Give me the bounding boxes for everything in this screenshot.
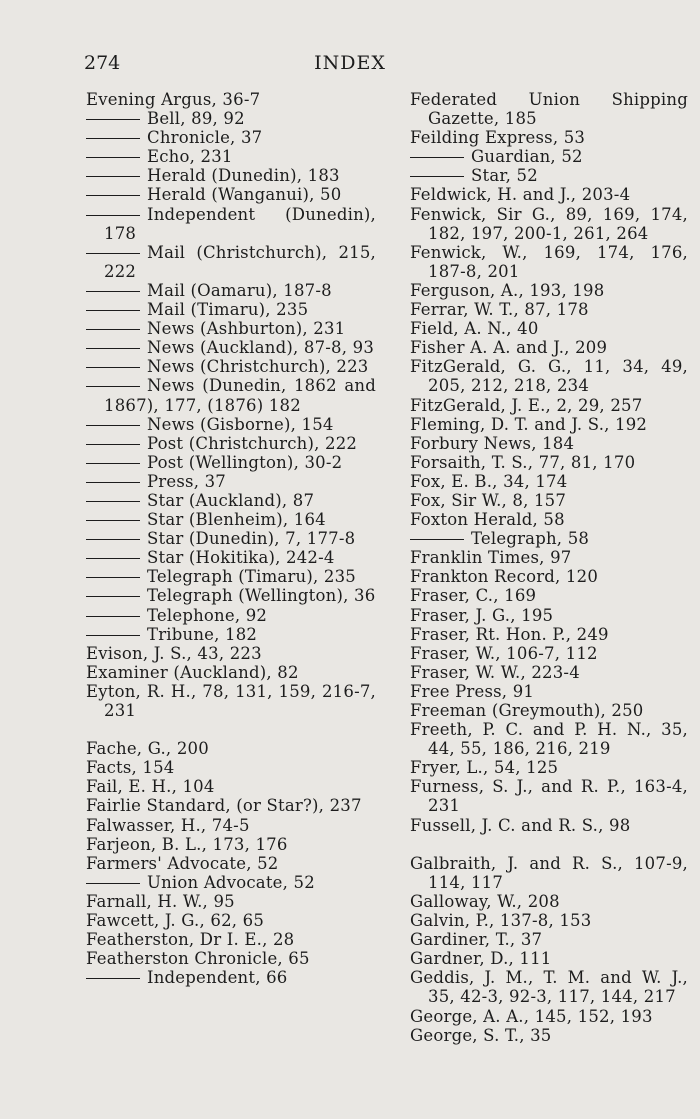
- index-subentry: [86, 625, 376, 644]
- index-entry: [410, 510, 688, 529]
- index-entry: [410, 90, 688, 128]
- ditto-dash: [86, 425, 140, 426]
- index-entry: [410, 453, 688, 472]
- entry-text: Herald (Wanganui), 50: [147, 185, 342, 205]
- entry-text: Galvin, P., 137-8, 153: [410, 911, 592, 931]
- entry-text: FitzGerald, G. G., 11, 34, 49, 205, 212, 218, 234: [410, 357, 688, 396]
- entry-text: Tribune, 182: [147, 624, 258, 644]
- index-subentry: [410, 147, 688, 166]
- entry-text: Geddis, J. M., T. M. and W. J., 35, 42-3, 92-3, 117, 144, 217: [410, 968, 688, 1007]
- entry-text: Furness, S. J., and R. P., 163-4, 231: [410, 777, 688, 816]
- entry-text: Fraser, Rt. Hon. P., 249: [410, 624, 609, 644]
- entry-text: Fenwick, Sir G., 89, 169, 174, 182, 197, 200-1, 261, 264: [410, 204, 688, 243]
- entry-text: Fraser, J. G., 195: [410, 605, 554, 625]
- ditto-dash: [86, 329, 140, 330]
- ditto-dash: [410, 176, 464, 177]
- index-entry: [410, 243, 688, 281]
- entry-text: Federated Union Shipping Gazette, 185: [410, 90, 688, 129]
- index-entry: [410, 606, 688, 625]
- entry-text: Independent (Dunedin), 178: [104, 204, 376, 243]
- entry-text: Guardian, 52: [471, 147, 583, 167]
- entry-text: Bell, 89, 92: [147, 109, 245, 129]
- entry-text: Fawcett, J. G., 62, 65: [86, 911, 265, 931]
- entry-text: Ferrar, W. T., 87, 178: [410, 300, 589, 320]
- index-subentry: [410, 529, 688, 548]
- ditto-dash: [86, 119, 140, 120]
- entry-text: Telephone, 92: [147, 605, 268, 625]
- entry-text: Star, 52: [471, 166, 538, 186]
- entry-text: Union Advocate, 52: [147, 872, 315, 892]
- ditto-dash: [86, 157, 140, 158]
- ditto-dash: [86, 482, 140, 483]
- entry-text: Fache, G., 200: [86, 739, 209, 759]
- index-entry: [86, 758, 376, 777]
- index-subentry: [86, 415, 376, 434]
- index-entry: [86, 816, 376, 835]
- entry-text: Post (Wellington), 30-2: [147, 452, 343, 472]
- section-gap: [86, 720, 376, 739]
- entry-text: Eyton, R. H., 78, 131, 159, 216-7, 231: [86, 681, 376, 720]
- entry-text: Post (Christchurch), 222: [147, 433, 358, 453]
- entry-text: News (Ashburton), 231: [147, 319, 346, 339]
- entry-text: Star (Blenheim), 164: [147, 510, 326, 530]
- index-entry: [410, 816, 688, 835]
- ditto-dash: [86, 539, 140, 540]
- index-entry: [410, 434, 688, 453]
- index-subentry: [86, 586, 376, 605]
- index-subentry: [86, 548, 376, 567]
- ditto-dash: [86, 978, 140, 979]
- index-subentry: [86, 606, 376, 625]
- index-subentry: [86, 434, 376, 453]
- ditto-dash: [410, 539, 464, 540]
- index-entry: [410, 777, 688, 815]
- entry-text: Fairlie Standard, (or Star?), 237: [86, 796, 362, 816]
- index-entry: [86, 682, 376, 720]
- ditto-dash: [86, 635, 140, 636]
- index-entry: [86, 777, 376, 796]
- index-entry: [410, 491, 688, 510]
- index-entry: [86, 911, 376, 930]
- entry-text: Mail (Christchurch), 215, 222: [104, 242, 376, 281]
- page-title: INDEX: [314, 52, 386, 74]
- entry-text: Fraser, W., 106-7, 112: [410, 643, 598, 663]
- page-number: 274: [84, 52, 121, 74]
- entry-text: Farnall, H. W., 95: [86, 891, 235, 911]
- index-entry: [410, 701, 688, 720]
- index-entry: [410, 968, 688, 1006]
- entry-text: News (Christchurch), 223: [147, 357, 369, 377]
- ditto-dash: [86, 444, 140, 445]
- ditto-dash: [86, 558, 140, 559]
- entry-text: Featherston, Dr I. E., 28: [86, 930, 295, 950]
- index-subentry: [86, 166, 376, 185]
- index-entry: [86, 644, 376, 663]
- entry-text: Feilding Express, 53: [410, 128, 586, 148]
- entry-text: Fussell, J. C. and R. S., 98: [410, 815, 631, 835]
- entry-text: News (Gisborne), 154: [147, 414, 334, 434]
- entry-text: Falwasser, H., 74-5: [86, 815, 250, 835]
- index-subentry: [86, 472, 376, 491]
- index-entry: [410, 185, 688, 204]
- entry-text: Fraser, W. W., 223-4: [410, 662, 580, 682]
- entry-text: Fryer, L., 54, 125: [410, 758, 559, 778]
- entry-text: Independent, 66: [147, 968, 288, 988]
- ditto-dash: [86, 386, 140, 387]
- index-entry: [410, 663, 688, 682]
- ditto-dash: [86, 215, 140, 216]
- entry-text: George, A. A., 145, 152, 193: [410, 1006, 653, 1026]
- entry-text: Star (Auckland), 87: [147, 490, 315, 510]
- index-entry: [410, 338, 688, 357]
- left-column: [86, 90, 376, 987]
- entry-text: Freeman (Greymouth), 250: [410, 701, 644, 720]
- index-subentry: [86, 873, 376, 892]
- index-subentry: [410, 166, 688, 185]
- entry-text: Telegraph, 58: [471, 529, 590, 549]
- index-subentry: [86, 185, 376, 204]
- index-entry: [86, 90, 376, 109]
- index-entry: [410, 319, 688, 338]
- index-entry: [410, 949, 688, 968]
- ditto-dash: [86, 501, 140, 502]
- entry-text: Galbraith, J. and R. S., 107-9, 114, 117: [410, 853, 688, 892]
- index-entry: [410, 205, 688, 243]
- entry-text: Press, 37: [147, 471, 226, 491]
- entry-text: Evening Argus, 36-7: [86, 90, 261, 109]
- index-subentry: [86, 128, 376, 147]
- ditto-dash: [86, 176, 140, 177]
- index-entry: [86, 892, 376, 911]
- entry-text: Feldwick, H. and J., 203-4: [410, 185, 631, 205]
- index-entry: [86, 739, 376, 758]
- entry-text: Fisher A. A. and J., 209: [410, 338, 608, 358]
- index-subentry: [86, 338, 376, 357]
- entry-text: Mail (Timaru), 235: [147, 300, 309, 320]
- index-subentry: [86, 510, 376, 529]
- index-entry: [410, 396, 688, 415]
- ditto-dash: [86, 577, 140, 578]
- index-subentry: [86, 109, 376, 128]
- entry-text: Examiner (Auckland), 82: [86, 662, 299, 682]
- index-entry: [410, 1026, 688, 1045]
- index-subentry: [86, 567, 376, 586]
- page-header: [0, 52, 700, 76]
- index-entry: [410, 281, 688, 300]
- entry-text: Frankton Record, 120: [410, 567, 599, 587]
- index-subentry: [86, 357, 376, 376]
- entry-text: Field, A. N., 40: [410, 319, 539, 339]
- index-entry: [410, 415, 688, 434]
- index-subentry: [86, 453, 376, 472]
- index-entry: [410, 758, 688, 777]
- entry-text: Farmers' Advocate, 52: [86, 853, 279, 873]
- index-entry: [410, 644, 688, 663]
- ditto-dash: [86, 138, 140, 139]
- index-entry: [410, 586, 688, 605]
- ditto-dash: [86, 253, 140, 254]
- entry-text: Fraser, C., 169: [410, 586, 537, 606]
- ditto-dash: [86, 883, 140, 884]
- entry-text: Star (Hokitika), 242-4: [147, 548, 335, 568]
- entry-text: Featherston Chronicle, 65: [86, 949, 310, 969]
- entry-text: Fox, Sir W., 8, 157: [410, 490, 567, 510]
- entry-text: Free Press, 91: [410, 681, 535, 701]
- index-entry: [410, 892, 688, 911]
- index-entry: [410, 1007, 688, 1026]
- index-subentry: [86, 491, 376, 510]
- index-subentry: [86, 376, 376, 414]
- ditto-dash: [86, 310, 140, 311]
- ditto-dash: [86, 367, 140, 368]
- index-subentry: [86, 205, 376, 243]
- index-entry: [410, 567, 688, 586]
- entry-text: George, S. T., 35: [410, 1025, 552, 1045]
- index-entry: [410, 357, 688, 395]
- index-entry: [86, 796, 376, 815]
- entry-text: Gardiner, T., 37: [410, 930, 543, 950]
- entry-text: Forsaith, T. S., 77, 81, 170: [410, 452, 636, 472]
- section-gap: [410, 835, 688, 854]
- entry-text: Herald (Dunedin), 183: [147, 166, 340, 186]
- ditto-dash: [86, 616, 140, 617]
- entry-text: Facts, 154: [86, 758, 175, 778]
- ditto-dash: [410, 157, 464, 158]
- index-entry: [86, 835, 376, 854]
- index-entry: [410, 930, 688, 949]
- ditto-dash: [86, 596, 140, 597]
- index-subentry: [86, 281, 376, 300]
- index-entry: [410, 625, 688, 644]
- index-entry: [410, 300, 688, 319]
- entry-text: Gardner, D., 111: [410, 949, 552, 969]
- entry-text: FitzGerald, J. E., 2, 29, 257: [410, 395, 643, 415]
- entry-text: Fox, E. B., 34, 174: [410, 471, 568, 491]
- index-entry: [410, 682, 688, 701]
- index-entry: [410, 911, 688, 930]
- entry-text: News (Auckland), 87-8, 93: [147, 338, 375, 358]
- index-entry: [410, 472, 688, 491]
- entry-text: Forbury News, 184: [410, 433, 575, 453]
- entry-text: Telegraph (Wellington), 36: [147, 586, 376, 606]
- entry-text: Farjeon, B. L., 173, 176: [86, 834, 288, 854]
- ditto-dash: [86, 463, 140, 464]
- entry-text: Evison, J. S., 43, 223: [86, 643, 262, 663]
- entry-text: Foxton Herald, 58: [410, 510, 565, 530]
- entry-text: News (Dunedin, 1862 and 1867), 177, (1876) 182: [104, 376, 376, 415]
- index-entry: [86, 663, 376, 682]
- index-subentry: [86, 319, 376, 338]
- entry-text: Franklin Times, 97: [410, 548, 572, 568]
- index-subentry: [86, 147, 376, 166]
- index-subentry: [86, 529, 376, 548]
- index-entry: [410, 720, 688, 758]
- index-entry: [86, 854, 376, 873]
- index-entry: [410, 128, 688, 147]
- entry-text: Mail (Oamaru), 187-8: [147, 280, 332, 300]
- right-column: [410, 90, 688, 1045]
- index-subentry: [86, 243, 376, 281]
- index-entry: [86, 949, 376, 968]
- index-subentry: [86, 300, 376, 319]
- entry-text: Telegraph (Timaru), 235: [147, 567, 356, 587]
- ditto-dash: [86, 291, 140, 292]
- ditto-dash: [86, 520, 140, 521]
- entry-text: Freeth, P. C. and P. H. N., 35, 44, 55, 186, 216, 219: [410, 720, 688, 759]
- index-entry: [410, 548, 688, 567]
- entry-text: Star (Dunedin), 7, 177-8: [147, 529, 356, 549]
- index-subentry: [86, 968, 376, 987]
- entry-text: Galloway, W., 208: [410, 891, 560, 911]
- entry-text: Fenwick, W., 169, 174, 176, 187-8, 201: [410, 242, 688, 281]
- entry-text: Fail, E. H., 104: [86, 777, 215, 797]
- entry-text: Echo, 231: [147, 147, 233, 167]
- entry-text: Chronicle, 37: [147, 128, 263, 148]
- ditto-dash: [86, 195, 140, 196]
- index-entry: [86, 930, 376, 949]
- ditto-dash: [86, 348, 140, 349]
- entry-text: Ferguson, A., 193, 198: [410, 280, 605, 300]
- index-entry: [410, 854, 688, 892]
- entry-text: Fleming, D. T. and J. S., 192: [410, 414, 648, 434]
